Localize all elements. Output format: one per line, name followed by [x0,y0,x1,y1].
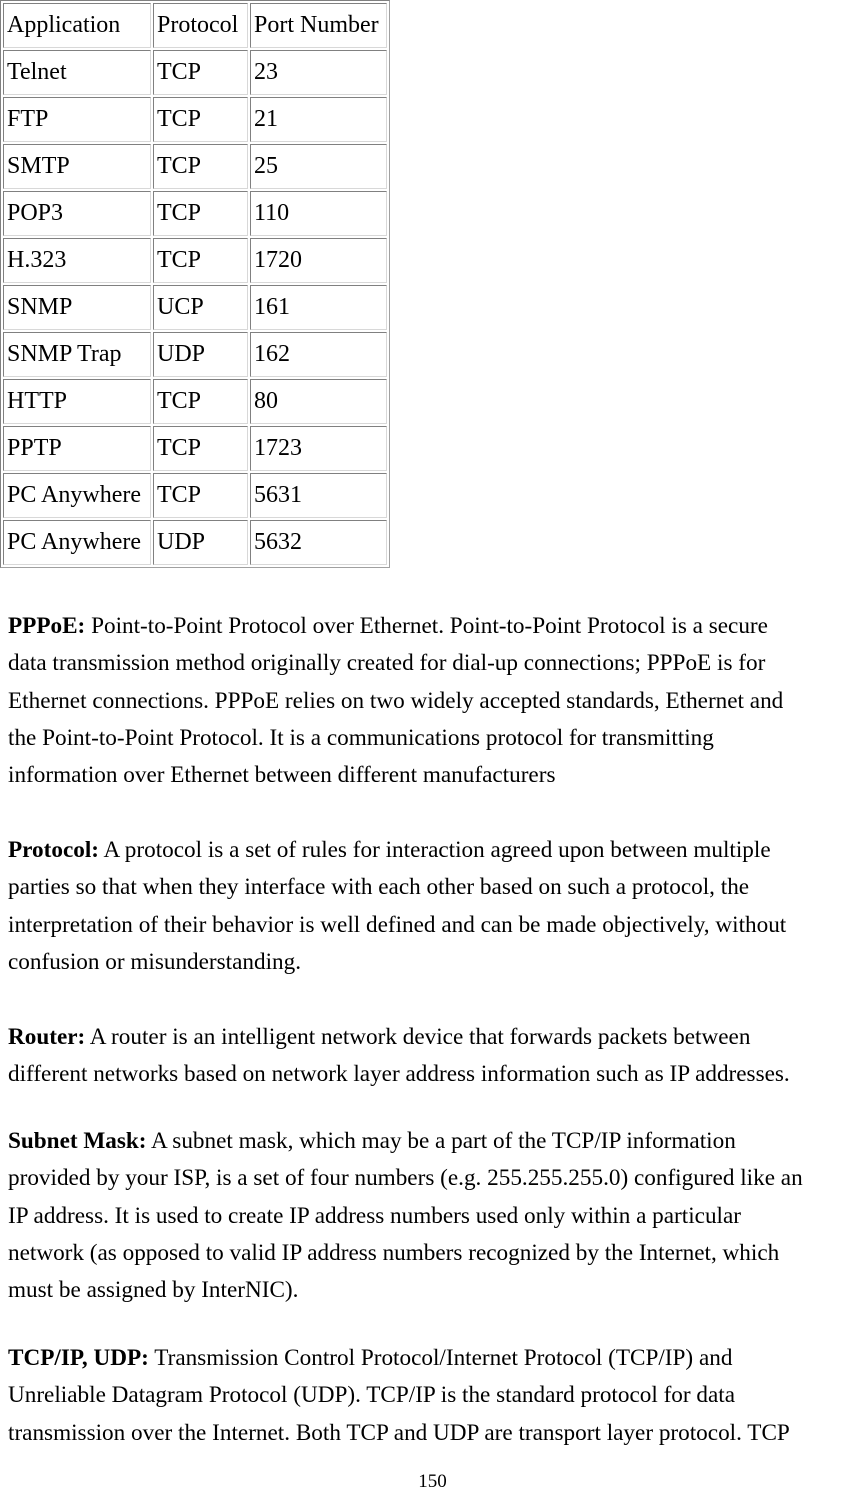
table-row [3,473,387,518]
cell-port-number: 5632 [250,520,387,565]
cell-port-number: 23 [250,50,387,95]
definition-line: interpretation of their behavior is well defined and can be made objectively, without [8,911,787,938]
definition-line: confusion or misunderstanding. [8,948,302,975]
definition-line: network (as opposed to valid IP address numbers recognized by the Internet, which [8,1239,780,1266]
definition-line: Point-to-Point Protocol over Ethernet. Point-to-Point Protocol is a secure [91,613,768,639]
table-header-row [3,3,387,48]
table-row [3,520,387,565]
cell-port-number: 80 [250,379,387,424]
definition-line: Transmission Control Protocol/Internet Protocol (TCP/IP) and [154,1345,733,1371]
cell-application: HTTP [3,379,151,424]
definition-line: data transmission method originally created for dial-up connections; PPPoE is for [8,650,766,677]
definition-line: must be assigned by InterNIC). [8,1277,299,1304]
pppoe-definition [8,608,865,794]
cell-application: SNMP Trap [3,332,151,377]
cell-protocol: TCP [153,97,248,142]
subnet-mask-term: Subnet Mask: [8,1128,147,1154]
cell-protocol: TCP [153,144,248,189]
table-row [3,50,387,95]
cell-port-number: 5631 [250,473,387,518]
table-row [3,191,387,236]
tcp-ip-udp-definition [8,1340,865,1452]
cell-application: SNMP [3,285,151,330]
cell-protocol: TCP [153,191,248,236]
cell-application: Telnet [3,50,151,95]
cell-protocol: TCP [153,473,248,518]
table-row [3,379,387,424]
ports-table-body [3,3,387,565]
pppoe-term: PPPoE: [8,613,86,639]
tcp-ip-udp-term: TCP/IP, UDP: [8,1345,149,1371]
definition-line: the Point-to-Point Protocol. It is a communications protocol for transmitting [8,724,714,751]
cell-application: FTP [3,97,151,142]
cell-application: SMTP [3,144,151,189]
protocol-definition [8,832,865,981]
table-row [3,238,387,283]
page-number: 150 [418,1471,447,1492]
header-application: Application [3,3,151,48]
protocol-term: Protocol: [8,837,99,863]
definition-line: provided by your ISP, is a set of four numbers (e.g. 255.255.255.0) configured like an [8,1165,803,1192]
cell-port-number: 1720 [250,238,387,283]
definition-line: transmission over the Internet. Both TCP and UDP are transport layer protocol. TCP [8,1419,790,1446]
definition-line: A protocol is a set of rules for interaction agreed upon between multiple [103,837,771,863]
definition-line: parties so that when they interface with each other based on such a protocol, the [8,874,750,901]
cell-protocol: TCP [153,238,248,283]
cell-application: H.323 [3,238,151,283]
cell-port-number: 162 [250,332,387,377]
cell-application: PPTP [3,426,151,471]
cell-protocol: UCP [153,285,248,330]
definition-line: different networks based on network layer address information such as IP addresses. [8,1061,790,1088]
header-port-number: Port Number [250,3,387,48]
cell-protocol: TCP [153,426,248,471]
definition-line: information over Ethernet between different manufacturers [8,762,556,789]
cell-protocol: TCP [153,379,248,424]
cell-port-number: 21 [250,97,387,142]
ports-table [0,0,390,568]
header-protocol: Protocol [153,3,248,48]
cell-application: PC Anywhere [3,520,151,565]
table-row [3,144,387,189]
cell-protocol: TCP [153,50,248,95]
table-row [3,97,387,142]
cell-port-number: 1723 [250,426,387,471]
router-definition [8,1019,865,1094]
definition-line: Unreliable Datagram Protocol (UDP). TCP/IP is the standard protocol for data [8,1382,736,1409]
cell-port-number: 25 [250,144,387,189]
table-row [3,426,387,471]
cell-application: POP3 [3,191,151,236]
table-row [3,285,387,330]
definition-line: A router is an intelligent network device that forwards packets between [89,1024,751,1050]
cell-port-number: 161 [250,285,387,330]
definition-line: A subnet mask, which may be a part of the TCP/IP information [151,1128,736,1154]
router-term: Router: [8,1024,86,1050]
subnet-mask-definition [8,1123,865,1309]
definition-line: Ethernet connections. PPPoE relies on two widely accepted standards, Ethernet and [8,687,784,714]
definition-line: IP address. It is used to create IP address numbers used only within a particular [8,1202,742,1229]
cell-protocol: UDP [153,520,248,565]
table-row [3,332,387,377]
cell-protocol: UDP [153,332,248,377]
cell-port-number: 110 [250,191,387,236]
cell-application: PC Anywhere [3,473,151,518]
